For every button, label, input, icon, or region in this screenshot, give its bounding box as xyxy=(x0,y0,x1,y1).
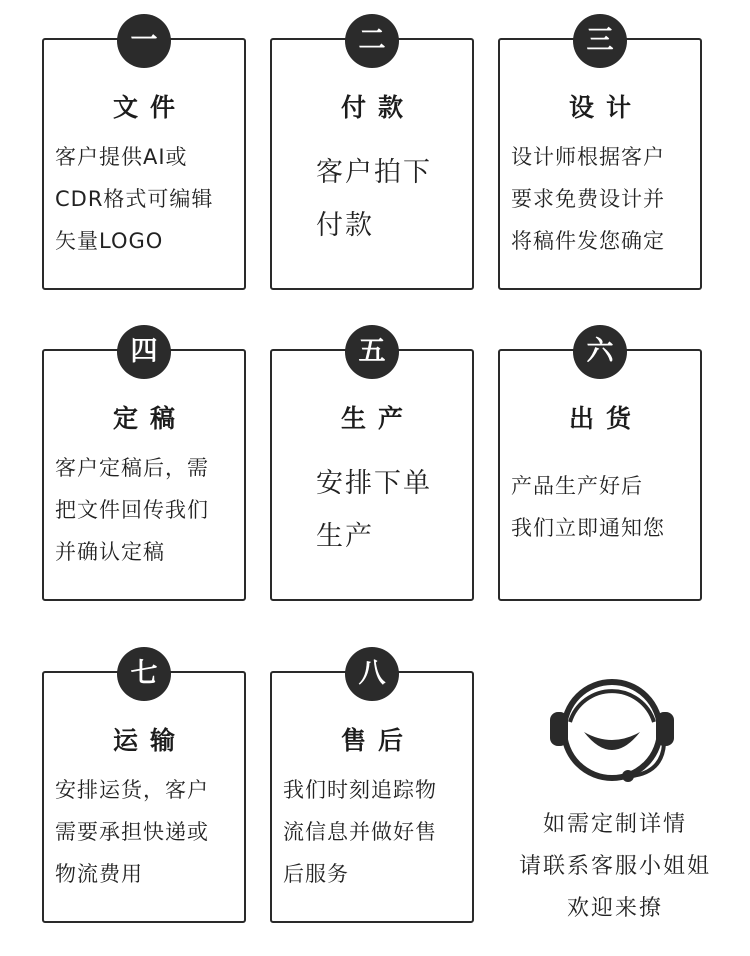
step-description-line: 我们立即通知您 xyxy=(511,516,665,540)
step-number-badge: 一 xyxy=(117,14,171,68)
contact-line: 请联系客服小姐姐 xyxy=(518,854,711,879)
step-title: 售后 xyxy=(340,726,415,755)
step-card-6 xyxy=(498,336,702,601)
step-number-badge: 四 xyxy=(117,325,171,379)
contact-line: 如需定制详情 xyxy=(542,812,687,837)
step-card-1 xyxy=(42,25,246,290)
step-description-line: 客户拍下 xyxy=(316,157,432,188)
step-description-line: 生产 xyxy=(316,521,374,552)
step-card-2 xyxy=(270,25,474,290)
step-description-line: 客户定稿后，需 xyxy=(55,456,209,480)
step-title: 付款 xyxy=(340,93,415,122)
step-number-badge: 二 xyxy=(345,14,399,68)
step-description-line: 要求免费设计并 xyxy=(511,187,665,211)
step-number-badge: 六 xyxy=(573,325,627,379)
customer-service-block xyxy=(500,672,730,932)
step-description-line: 需要承担快递或 xyxy=(55,820,209,844)
step-description-line: 设计师根据客户 xyxy=(511,145,665,169)
step-description-line: 矢量LOGO xyxy=(55,229,164,253)
step-description xyxy=(55,447,236,573)
step-description xyxy=(511,136,692,262)
step-description-line: 将稿件发您确定 xyxy=(511,229,665,253)
step-description-line: 后服务 xyxy=(283,862,349,886)
step-title: 设计 xyxy=(568,93,643,122)
step-description xyxy=(316,457,464,563)
step-description-line: 产品生产好后 xyxy=(511,474,643,498)
step-description-line: 物流费用 xyxy=(55,862,143,886)
headset-smile-icon xyxy=(540,672,690,792)
step-title: 运输 xyxy=(112,726,187,755)
step-card-3 xyxy=(498,25,702,290)
step-card-5 xyxy=(270,336,474,601)
contact-text xyxy=(500,804,730,930)
step-description xyxy=(316,146,464,252)
step-card-8 xyxy=(270,658,474,923)
step-description-line: 我们时刻追踪物 xyxy=(283,778,437,802)
step-description-line: CDR格式可编辑 xyxy=(55,187,214,211)
step-title: 出货 xyxy=(568,404,643,433)
step-description-line: 把文件回传我们 xyxy=(55,498,209,522)
step-description xyxy=(283,769,464,895)
step-description-line: 安排下单 xyxy=(316,468,432,499)
step-number-badge: 七 xyxy=(117,647,171,701)
step-number-badge: 三 xyxy=(573,14,627,68)
step-title: 文件 xyxy=(112,93,187,122)
step-title: 生产 xyxy=(340,404,415,433)
step-title: 定稿 xyxy=(112,404,187,433)
step-description xyxy=(55,769,236,895)
step-description xyxy=(511,465,692,549)
step-card-4 xyxy=(42,336,246,601)
step-number-badge: 八 xyxy=(345,647,399,701)
step-number-badge: 五 xyxy=(345,325,399,379)
step-card-7 xyxy=(42,658,246,923)
step-description-line: 流信息并做好售 xyxy=(283,820,437,844)
step-description-line: 付款 xyxy=(316,210,374,241)
step-description-line: 安排运货，客户 xyxy=(55,778,209,802)
contact-line: 欢迎来撩 xyxy=(566,896,663,921)
step-description-line: 客户提供AI或 xyxy=(55,145,188,169)
step-description xyxy=(55,136,236,262)
step-description-line: 并确认定稿 xyxy=(55,540,165,564)
